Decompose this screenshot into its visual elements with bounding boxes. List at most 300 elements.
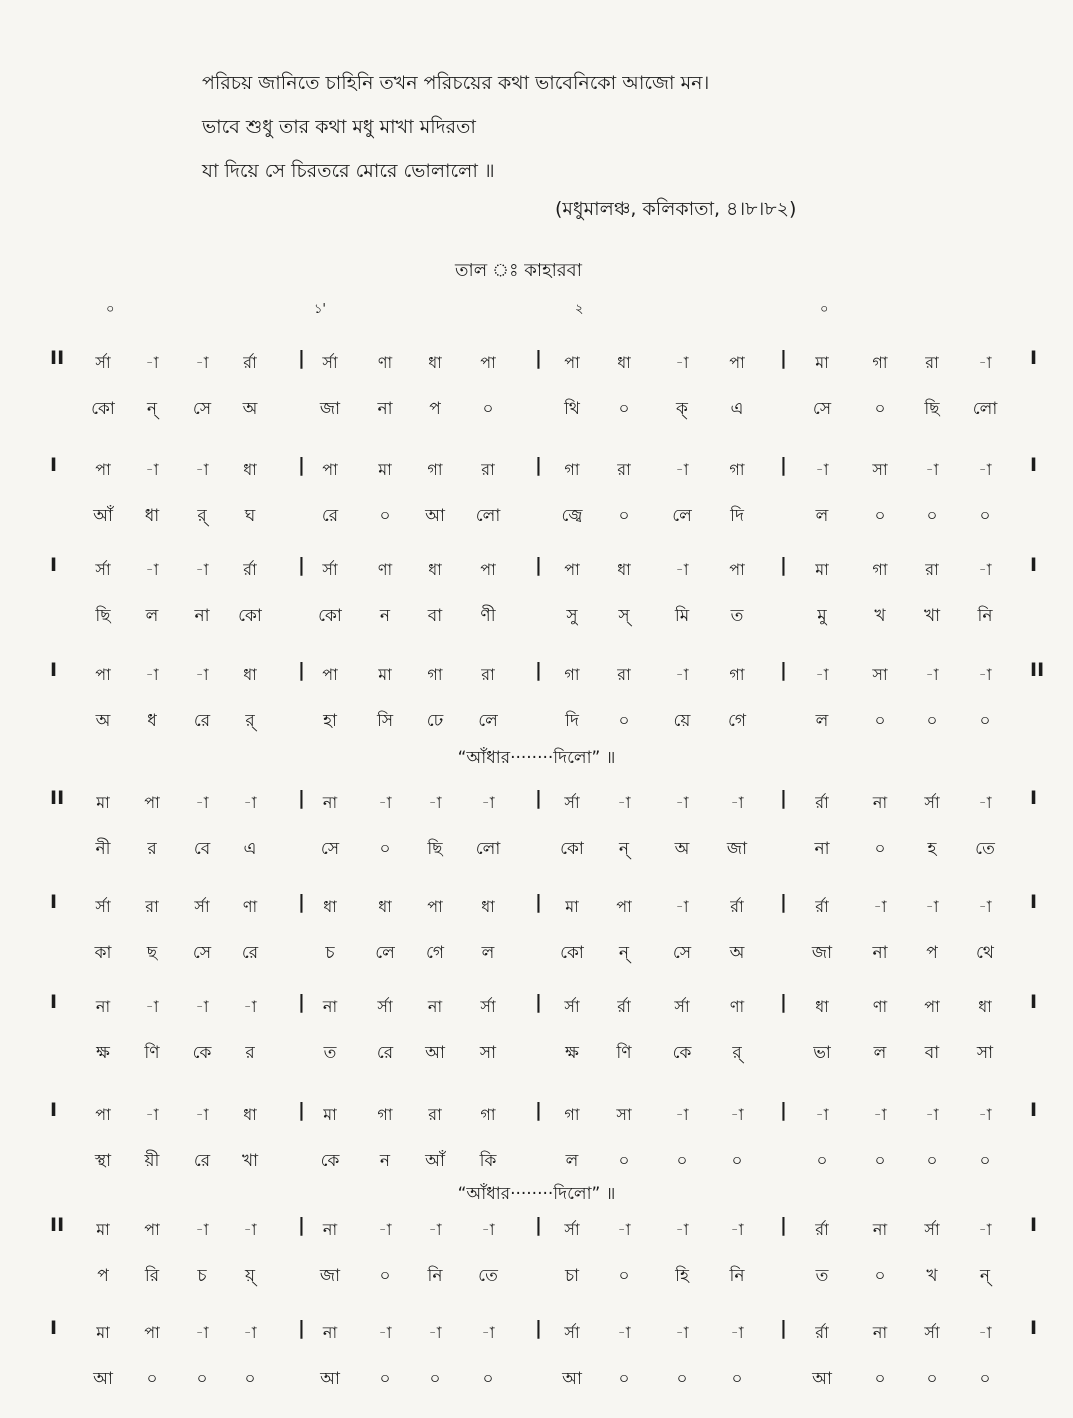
lyric-syllable: সে (320, 839, 340, 859)
swara-note: ধা (323, 897, 337, 916)
swara-note: গা (872, 560, 888, 579)
lyric-syllable: ন (379, 1151, 391, 1171)
lyric-syllable: রে (376, 1043, 394, 1063)
lyric-syllable: ০ (874, 839, 886, 859)
swara-note: র্সা (564, 997, 580, 1016)
swara-note: র্সা (564, 1323, 580, 1342)
lyric-syllable: ল (873, 1043, 887, 1063)
lyric-syllable: কে (192, 1043, 212, 1063)
lyric-syllable: ন্ (146, 399, 158, 419)
swara-note: -া (978, 460, 992, 479)
bar-line: I (1030, 454, 1038, 476)
lyric-syllable: আ (425, 1043, 445, 1063)
lyric-syllable: কো (91, 399, 115, 419)
lyric-syllable: গে (727, 711, 747, 731)
swara-note: পা (144, 793, 160, 812)
lyric-syllable: নী (95, 839, 111, 859)
lyric-syllable: আ (812, 1369, 832, 1389)
taal-label: তাল ঃ কাহারবা (455, 260, 582, 281)
bar-line: I (1030, 1317, 1038, 1339)
lyric-syllable: প (926, 943, 938, 963)
lyric-syllable: ০ (979, 1151, 991, 1171)
swara-note: র্সা (564, 1220, 580, 1239)
bar-line: | (535, 554, 542, 576)
bar-line: II (50, 1214, 65, 1236)
lyric-syllable: আঁ (93, 506, 113, 526)
swara-note: পা (616, 897, 632, 916)
swara-note: -া (675, 353, 689, 372)
swara-note: -া (243, 793, 257, 812)
swara-note: -া (195, 560, 209, 579)
bar-line: | (298, 347, 305, 369)
swara-note: র্রা (730, 897, 744, 916)
bar-line: I (1030, 891, 1038, 913)
lyric-syllable: লো (475, 839, 501, 859)
swara-note: রা (925, 560, 939, 579)
bar-line: | (298, 659, 305, 681)
swara-note: না (322, 793, 338, 812)
bar-line: | (298, 454, 305, 476)
notation-row (0, 445, 1073, 545)
swara-note: পা (144, 1220, 160, 1239)
lyric-syllable: ণি (616, 1043, 632, 1063)
lyric-syllable: আ (93, 1369, 113, 1389)
swara-note: -া (378, 1220, 392, 1239)
lyric-syllable: ০ (874, 399, 886, 419)
swara-note: ধা (815, 997, 829, 1016)
swara-note: সা (872, 460, 888, 479)
bar-line: | (535, 1099, 542, 1121)
bar-line: I (1030, 554, 1038, 576)
lyric-syllable: এ (730, 399, 744, 419)
source-attribution: (মধুমালঞ্চ, কলিকাতা, ৪।৮।৮২) (555, 198, 797, 220)
swara-note: ধা (617, 353, 631, 372)
lyric-syllable: সে (672, 943, 692, 963)
lyric-syllable: ০ (979, 506, 991, 526)
lyric-syllable: ০ (731, 1151, 743, 1171)
lyric-syllable: অ (729, 943, 745, 963)
notation-row (0, 882, 1073, 982)
bar-line: I (50, 1099, 58, 1121)
swara-note: পা (144, 1323, 160, 1342)
lyric-syllable: ত (730, 606, 744, 626)
lyric-syllable: অ (242, 399, 258, 419)
swara-note: -া (428, 793, 442, 812)
swara-note: -া (243, 1220, 257, 1239)
lyric-syllable: সে (192, 399, 212, 419)
lyric-syllable: য়ে (673, 711, 691, 731)
lyric-syllable: ০ (731, 1369, 743, 1389)
swara-note: -া (145, 560, 159, 579)
lyric-syllable: ণি (144, 1043, 160, 1063)
verse-line: পরিচয় জানিতে চাহিনি তখন পরিচয়ের কথা ভাবেনিকো আজো মন। (202, 72, 710, 94)
swara-note: গা (427, 665, 443, 684)
swara-note: -া (925, 1105, 939, 1124)
lyric-syllable: আ (562, 1369, 582, 1389)
swara-note: -া (815, 1105, 829, 1124)
swara-note: গা (564, 665, 580, 684)
lyric-syllable: ঘ (244, 506, 256, 526)
swara-note: গা (427, 460, 443, 479)
swara-note: ধা (428, 353, 442, 372)
lyric-syllable: ০ (196, 1369, 208, 1389)
bar-line: | (780, 659, 787, 681)
swara-note: র্রা (815, 1323, 829, 1342)
lyric-syllable: দি (730, 506, 744, 526)
notation-row (0, 650, 1073, 750)
lyric-syllable: ল (815, 506, 829, 526)
bar-line: | (535, 454, 542, 476)
lyric-syllable: গে (425, 943, 445, 963)
swara-note: ধা (243, 665, 257, 684)
lyric-syllable: ল (565, 1151, 579, 1171)
lyric-syllable: অ (674, 839, 690, 859)
swara-note: র্রা (815, 897, 829, 916)
swara-note: র্রা (617, 997, 631, 1016)
lyric-syllable: ০ (618, 1151, 630, 1171)
refrain-marker (0, 745, 1073, 773)
lyric-syllable: ন (379, 606, 391, 626)
lyric-syllable: ছি (95, 606, 111, 626)
lyric-syllable: ন্ (618, 943, 630, 963)
lyric-syllable: ছি (427, 839, 443, 859)
lyric-syllable: আ (425, 506, 445, 526)
lyric-syllable: না (194, 606, 210, 626)
lyric-syllable: ০ (482, 399, 494, 419)
swara-note: না (322, 997, 338, 1016)
lyric-syllable: লে (375, 943, 395, 963)
swara-note: -া (195, 353, 209, 372)
swara-note: র্সা (322, 353, 338, 372)
swara-note: র্রা (815, 793, 829, 812)
lyric-syllable: ০ (926, 1151, 938, 1171)
lyric-syllable: খ (926, 1266, 938, 1286)
lyric-syllable: স্ (618, 606, 630, 626)
swara-note: র্সা (480, 997, 496, 1016)
lyric-syllable: চ (197, 1266, 207, 1286)
bar-line: II (50, 787, 65, 809)
lyric-syllable: ০ (618, 506, 630, 526)
swara-note: ধা (378, 897, 392, 916)
swara-note: রা (617, 665, 631, 684)
lyric-syllable: মি (674, 606, 690, 626)
lyric-syllable: জা (319, 1266, 341, 1286)
lyric-syllable: ০ (874, 1151, 886, 1171)
bar-line: | (780, 1317, 787, 1339)
lyric-syllable: ০ (146, 1369, 158, 1389)
swara-note: -া (195, 997, 209, 1016)
lyric-syllable: য়ী (144, 1151, 160, 1171)
lyric-syllable: কে (672, 1043, 692, 1063)
bar-line: | (535, 1214, 542, 1236)
lyric-syllable: সি (376, 711, 394, 731)
lyric-syllable: ০ (816, 1151, 828, 1171)
lyric-syllable: খা (241, 1151, 259, 1171)
lyric-syllable: ০ (618, 1369, 630, 1389)
lyric-syllable: ক্ষ (96, 1043, 110, 1063)
lyric-syllable: লে (478, 711, 498, 731)
swara-note: ণা (377, 353, 393, 372)
lyric-syllable: না (872, 943, 888, 963)
bar-line: | (780, 991, 787, 1013)
notation-row (0, 1090, 1073, 1190)
lyric-syllable: নি (427, 1266, 443, 1286)
bar-line: | (298, 991, 305, 1013)
bar-line: | (535, 659, 542, 681)
swara-note: ধা (243, 460, 257, 479)
lyric-syllable: ল (145, 606, 159, 626)
lyric-syllable: র্ (197, 506, 207, 526)
bar-line: | (298, 891, 305, 913)
swara-note: মা (565, 897, 579, 916)
lyric-syllable: কে (320, 1151, 340, 1171)
bar-line: I (1030, 347, 1038, 369)
lyric-syllable: কি (479, 1151, 497, 1171)
lyric-syllable: ক্ (676, 399, 688, 419)
swara-note: ণা (872, 997, 888, 1016)
lyric-syllable: খা (923, 606, 941, 626)
lyric-syllable: লো (972, 399, 998, 419)
swara-note: পা (480, 560, 496, 579)
lyric-syllable: ঢে (426, 711, 444, 731)
swara-note: -া (730, 1105, 744, 1124)
bar-line: | (298, 1317, 305, 1339)
lyric-syllable: না (377, 399, 393, 419)
refrain-text: “আঁধার········দিলো” ॥ (457, 748, 616, 768)
swara-note: -া (428, 1220, 442, 1239)
swara-note: ধা (481, 897, 495, 916)
lyric-syllable: ণী (480, 606, 496, 626)
lyric-syllable: ত (323, 1043, 337, 1063)
lyric-syllable: ০ (926, 711, 938, 731)
swara-note: মা (323, 1105, 337, 1124)
swara-note: র্সা (564, 793, 580, 812)
swara-note: র্সা (322, 560, 338, 579)
swara-note: র্সা (95, 353, 111, 372)
swara-note: -া (675, 1220, 689, 1239)
bar-line: II (1030, 659, 1045, 681)
lyric-syllable: কো (318, 606, 342, 626)
bar-line: | (780, 554, 787, 576)
swara-note: -া (925, 460, 939, 479)
notation-row (0, 778, 1073, 878)
bar-line: | (780, 1099, 787, 1121)
lyric-syllable: প (429, 399, 441, 419)
lyric-syllable: ল (815, 711, 829, 731)
lyric-syllable: র্ (732, 1043, 742, 1063)
swara-note: -া (145, 997, 159, 1016)
swara-note: রা (428, 1105, 442, 1124)
swara-note: মা (96, 1220, 110, 1239)
lyric-syllable: ০ (618, 399, 630, 419)
swara-note: -া (925, 665, 939, 684)
lyric-syllable: ত (815, 1266, 829, 1286)
swara-note: -া (978, 1220, 992, 1239)
bar-line: I (50, 659, 58, 681)
bar-line: | (535, 991, 542, 1013)
swara-note: মা (815, 353, 829, 372)
bar-line: | (298, 1214, 305, 1236)
swara-note: -া (978, 897, 992, 916)
bar-line: I (50, 1317, 58, 1339)
swara-note: -া (145, 665, 159, 684)
swara-note: পা (564, 353, 580, 372)
swara-note: -া (195, 1323, 209, 1342)
bar-line: II (50, 347, 65, 369)
lyric-syllable: বা (924, 1043, 940, 1063)
swara-note: পা (322, 460, 338, 479)
swara-note: -া (378, 793, 392, 812)
lyric-syllable: আ (320, 1369, 340, 1389)
bar-line: | (298, 554, 305, 576)
swara-note: ণা (729, 997, 745, 1016)
swara-note: রা (925, 353, 939, 372)
swara-note: -া (675, 560, 689, 579)
swara-note: -া (617, 1323, 631, 1342)
swara-note: পা (729, 560, 745, 579)
lyric-syllable: ভা (813, 1043, 831, 1063)
swara-note: রা (145, 897, 159, 916)
swara-note: -া (730, 1220, 744, 1239)
swara-note: -া (145, 353, 159, 372)
swara-note: -া (243, 1323, 257, 1342)
swara-note: -া (675, 793, 689, 812)
lyric-syllable: রে (241, 943, 259, 963)
swara-note: ণা (242, 897, 258, 916)
swara-note: র্রা (815, 1220, 829, 1239)
lyric-syllable: কো (560, 839, 584, 859)
lyric-syllable: রে (321, 506, 339, 526)
lyric-syllable: ০ (618, 1266, 630, 1286)
song-verse (202, 68, 902, 200)
lyric-syllable: হা (323, 711, 337, 731)
bar-line: | (780, 347, 787, 369)
notation-row (0, 338, 1073, 438)
lyric-syllable: সু (566, 606, 578, 626)
lyric-syllable: দি (565, 711, 579, 731)
lyric-syllable: ০ (874, 1369, 886, 1389)
lyric-syllable: ন্ (618, 839, 630, 859)
lyric-syllable: সা (479, 1043, 497, 1063)
swara-note: -া (978, 793, 992, 812)
swara-note: -া (978, 665, 992, 684)
swara-note: গা (377, 1105, 393, 1124)
swara-note: পা (924, 997, 940, 1016)
lyric-syllable: সে (192, 943, 212, 963)
bar-line: I (1030, 1214, 1038, 1236)
swara-note: গা (872, 353, 888, 372)
lyric-syllable: তে (478, 1266, 498, 1286)
lyric-syllable: ০ (926, 1369, 938, 1389)
lyric-syllable: চ (325, 943, 335, 963)
lyric-syllable: রে (193, 1151, 211, 1171)
lyric-syllable: ধা (144, 506, 160, 526)
swara-note: গা (564, 1105, 580, 1124)
swara-note: না (322, 1323, 338, 1342)
lyric-syllable: রি (144, 1266, 160, 1286)
bar-line: | (780, 891, 787, 913)
lyric-syllable: লো (475, 506, 501, 526)
lyric-syllable: র্ (245, 711, 255, 731)
lyric-syllable: ০ (429, 1369, 441, 1389)
swara-note: পা (95, 665, 111, 684)
swara-note: -া (978, 1105, 992, 1124)
swara-note: মা (96, 1323, 110, 1342)
swara-note: র্সা (194, 897, 210, 916)
lyric-syllable: কো (238, 606, 262, 626)
swara-note: -া (978, 1323, 992, 1342)
notation-row (0, 1205, 1073, 1305)
lyric-syllable: খ (874, 606, 886, 626)
lyric-syllable: এ (243, 839, 257, 859)
lyric-syllable: য়্ (244, 1266, 255, 1286)
swara-note: র্সা (924, 793, 940, 812)
lyric-syllable: প (97, 1266, 109, 1286)
swara-note: গা (729, 460, 745, 479)
swara-note: সা (872, 665, 888, 684)
lyric-syllable: ০ (379, 506, 391, 526)
lyric-syllable: মু (817, 606, 827, 626)
swara-note: -া (675, 897, 689, 916)
swara-note: ধা (978, 997, 992, 1016)
notation-row (0, 545, 1073, 645)
bar-line: I (50, 891, 58, 913)
swara-note: না (872, 1220, 888, 1239)
lyric-syllable: ছ (146, 943, 158, 963)
bar-line: | (535, 891, 542, 913)
swara-note: পা (480, 353, 496, 372)
swara-note: -া (195, 793, 209, 812)
beat-mark: ২ (575, 302, 584, 317)
swara-note: পা (95, 1105, 111, 1124)
swara-note: -া (815, 665, 829, 684)
beat-mark: ০ (820, 302, 829, 317)
swara-note: মা (378, 460, 392, 479)
bar-line: I (1030, 1099, 1038, 1121)
swara-note: -া (617, 793, 631, 812)
lyric-syllable: সা (976, 1043, 994, 1063)
lyric-syllable: না (814, 839, 830, 859)
swara-note: মা (96, 793, 110, 812)
swara-note: সা (616, 1105, 632, 1124)
swara-note: রা (617, 460, 631, 479)
swara-note: -া (481, 1220, 495, 1239)
swara-note: না (427, 997, 443, 1016)
lyric-syllable: জা (811, 943, 833, 963)
lyric-syllable: স্থা (94, 1151, 112, 1171)
lyric-syllable: চা (564, 1266, 580, 1286)
verse-line: ভাবে শুধু তার কথা মধু মাখা মদিরতা (202, 116, 476, 138)
lyric-syllable: অ (95, 711, 111, 731)
beat-mark: ১' (314, 302, 327, 317)
lyric-syllable: র (245, 1043, 255, 1063)
lyric-syllable: ল (481, 943, 495, 963)
lyric-syllable: ০ (379, 1266, 391, 1286)
lyric-syllable: জা (726, 839, 748, 859)
swara-note: রা (481, 460, 495, 479)
swara-note: র্সা (377, 997, 393, 1016)
swara-note: -া (243, 997, 257, 1016)
swara-note: মা (378, 665, 392, 684)
bar-line: | (298, 787, 305, 809)
lyric-syllable: থি (564, 399, 580, 419)
lyric-syllable: তে (975, 839, 995, 859)
swara-note: গা (480, 1105, 496, 1124)
lyric-syllable: নি (729, 1266, 745, 1286)
swara-note: -া (675, 665, 689, 684)
verse-line: যা দিয়ে সে চিরতরে মোরে ভোলালো ॥ (202, 160, 495, 182)
lyric-syllable: ০ (979, 1369, 991, 1389)
